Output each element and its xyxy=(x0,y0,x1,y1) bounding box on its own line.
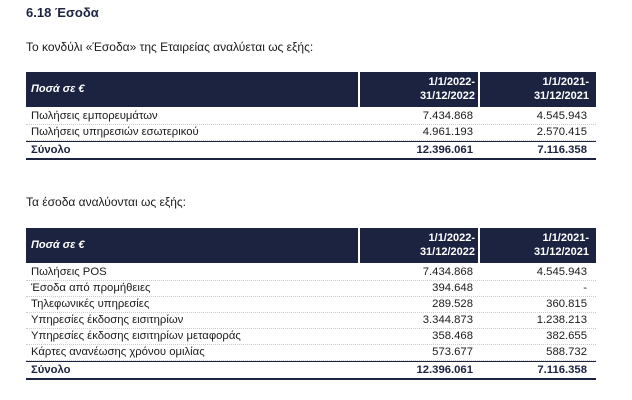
row-label: Πωλήσεις υπηρεσιών εσωτερικού xyxy=(31,126,199,138)
table-header xyxy=(26,72,596,107)
table-row xyxy=(26,265,596,281)
table-header xyxy=(26,228,596,263)
total-value-2022: 12.396.061 xyxy=(416,144,473,156)
total-label: Σύνολο xyxy=(31,144,71,156)
table-row xyxy=(26,345,596,361)
row-value-2021: 2.570.415 xyxy=(536,126,587,138)
row-label: Υπηρεσίες έκδοσης εισιτηρίων μεταφοράς xyxy=(31,330,241,342)
row-label: Τηλεφωνικές υπηρεσίες xyxy=(31,298,150,310)
row-value-2021: 382.655 xyxy=(546,330,587,342)
header-col-2022 xyxy=(420,231,475,259)
row-value-2022: 4.961.193 xyxy=(422,126,473,138)
header-col-2021-line1: 1/1/2021- xyxy=(542,232,589,244)
total-row xyxy=(26,361,596,380)
row-value-2022: 7.434.868 xyxy=(422,266,473,278)
column-divider xyxy=(478,72,480,107)
total-value-2022: 12.396.061 xyxy=(416,364,473,376)
row-value-2021: 4.545.943 xyxy=(536,266,587,278)
table1-intro: Το κονδύλι «Έσοδα» της Εταιρείας αναλύεται ως εξής: xyxy=(26,40,314,54)
header-col-2022 xyxy=(420,75,475,103)
table-row xyxy=(26,281,596,297)
row-value-2022: 358.468 xyxy=(432,330,473,342)
row-value-2022: 289.528 xyxy=(432,298,473,310)
header-col-2021 xyxy=(534,75,589,103)
table-row xyxy=(26,297,596,313)
row-value-2021: 588.732 xyxy=(546,346,587,358)
revenue-breakdown-table xyxy=(26,228,596,380)
column-divider xyxy=(478,228,480,263)
table-row xyxy=(26,329,596,345)
header-col-2022-line2: 31/12/2022 xyxy=(419,90,475,102)
total-value-2021: 7.116.358 xyxy=(537,364,587,376)
header-col-2022-line2: 31/12/2022 xyxy=(419,246,475,258)
header-col-2022-line1: 1/1/2022- xyxy=(428,232,475,244)
revenue-table xyxy=(26,72,596,160)
row-value-2022: 7.434.868 xyxy=(422,110,473,122)
header-label: Ποσά σε € xyxy=(31,239,85,251)
row-value-2021: 360.815 xyxy=(546,298,587,310)
total-value-2021: 7.116.358 xyxy=(537,144,587,156)
header-col-2021-line2: 31/12/2021 xyxy=(533,90,589,102)
table2-intro: Τα έσοδα αναλύονται ως εξής: xyxy=(26,195,186,209)
header-col-2022-line1: 1/1/2022- xyxy=(428,76,475,88)
column-divider xyxy=(358,228,360,263)
row-value-2021: 1.238.213 xyxy=(536,314,587,326)
row-value-2022: 573.677 xyxy=(432,346,473,358)
row-label: Υπηρεσίες έκδοσης εισιτηρίων xyxy=(31,314,184,326)
table-row xyxy=(26,313,596,329)
header-col-2021-line1: 1/1/2021- xyxy=(542,76,589,88)
row-value-2022: 394.648 xyxy=(432,282,473,294)
row-label: Κάρτες ανανέωσης χρόνου ομιλίας xyxy=(31,346,205,358)
row-label: Πωλήσεις εμπορευμάτων xyxy=(31,110,158,122)
header-label: Ποσά σε € xyxy=(31,83,85,95)
row-value-2022: 3.344.873 xyxy=(422,314,473,326)
section-heading: 6.18 Έσοδα xyxy=(26,5,99,20)
row-value-2021: - xyxy=(583,282,587,294)
header-col-2021-line2: 31/12/2021 xyxy=(533,246,589,258)
total-row xyxy=(26,141,596,160)
table-row xyxy=(26,109,596,125)
row-label: Πωλήσεις POS xyxy=(31,266,107,278)
row-label: Έσοδα από προμήθειες xyxy=(31,282,151,294)
header-col-2021 xyxy=(534,231,589,259)
total-label: Σύνολο xyxy=(31,364,71,376)
row-value-2021: 4.545.943 xyxy=(536,110,587,122)
column-divider xyxy=(358,72,360,107)
table-row xyxy=(26,125,596,141)
